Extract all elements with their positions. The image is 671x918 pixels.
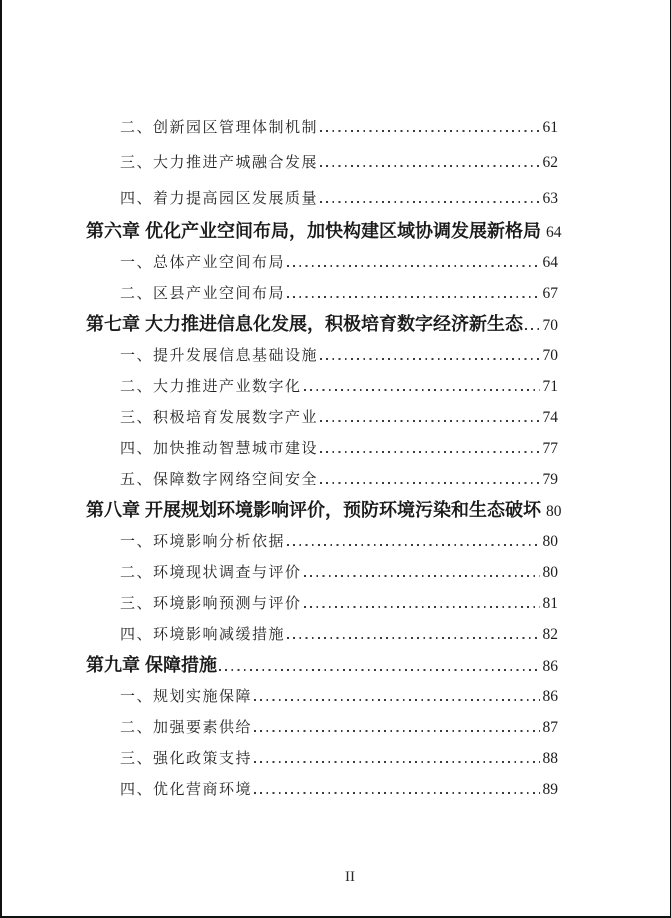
toc-entry: [86, 464, 558, 495]
dot-leader: [320, 358, 539, 360]
toc-entry-label: 一、总体产业空间布局: [120, 255, 286, 272]
toc-entry-label: 二、创新园区管理体制机制: [120, 120, 319, 136]
dot-leader: [254, 761, 539, 763]
toc-entry: [86, 145, 558, 180]
dot-leader: [320, 482, 539, 484]
dot-leader: [219, 669, 539, 671]
toc-entry-page: 77: [542, 440, 558, 458]
toc-entry-page: 86: [542, 688, 558, 706]
toc-entry-label: 三、积极培育发展数字产业: [120, 410, 319, 427]
toc-entry-label: 二、区县产业空间布局: [120, 286, 286, 303]
dot-leader: [254, 699, 539, 701]
dot-leader: [254, 730, 539, 732]
toc-entry: [86, 557, 558, 588]
toc-entry: [86, 650, 558, 681]
toc-entry: [86, 619, 558, 650]
toc-entry-page: 74: [542, 409, 558, 427]
toc-entry-page: 67: [542, 285, 558, 303]
toc-entry-page: 89: [542, 781, 558, 799]
dot-leader: [320, 130, 539, 132]
toc-entry-label: 第六章 优化产业空间布局，加快构建区域协调发展新格局: [86, 221, 541, 242]
toc-entry-page: 64: [546, 224, 562, 242]
toc-entry-label: 二、大力推进产业数字化: [120, 379, 302, 396]
toc-entry-label: 一、环境影响分析依据: [120, 534, 286, 551]
toc-entry: [86, 110, 558, 145]
toc-entry-label: 四、优化营商环境: [120, 782, 253, 799]
toc-entry: [86, 681, 558, 712]
toc-entry-label: 第九章 保障措施: [86, 655, 218, 676]
toc-entry: [86, 247, 558, 278]
toc-entry-page: 88: [542, 750, 558, 768]
toc-entry-page: 70: [542, 317, 558, 335]
toc-entry: [86, 216, 562, 247]
dot-leader: [320, 165, 539, 167]
toc-entry-page: 61: [542, 119, 558, 136]
toc-entry-label: 五、保障数字网络空间安全: [120, 472, 319, 489]
toc-entry-page: 79: [542, 471, 558, 489]
toc-entry-label: 四、着力提高园区发展质量: [120, 190, 319, 207]
toc-entry-page: 86: [542, 658, 558, 676]
toc-entry-page: 80: [542, 564, 558, 582]
toc-entry: [86, 402, 558, 433]
table-of-contents: [86, 110, 562, 805]
toc-entry: [86, 495, 562, 526]
toc-entry-label: 三、强化政策支持: [120, 751, 253, 768]
toc-entry-label: 第八章 开展规划环境影响评价，预防环境污染和生态破坏: [86, 500, 541, 521]
toc-entry-page: 62: [542, 154, 558, 172]
toc-entry: [86, 433, 558, 464]
toc-entry-label: 一、规划实施保障: [120, 689, 253, 706]
toc-entry-label: 三、环境影响预测与评价: [120, 596, 302, 613]
dot-leader: [287, 296, 539, 298]
toc-entry-page: 87: [542, 719, 558, 737]
dot-leader: [525, 328, 540, 330]
toc-entry-page: 80: [546, 503, 562, 521]
dot-leader: [304, 389, 540, 391]
toc-entry: [86, 774, 558, 805]
toc-entry: [86, 743, 558, 774]
toc-entry-label: 三、大力推进产城融合发展: [120, 155, 319, 172]
dot-leader: [320, 420, 539, 422]
toc-entry-page: 80: [542, 533, 558, 551]
toc-entry: [86, 371, 558, 402]
toc-entry: [86, 278, 558, 309]
toc-entry-page: 71: [542, 378, 558, 396]
toc-entry: [86, 340, 558, 371]
toc-entry: [86, 526, 558, 557]
toc-entry-page: 81: [542, 595, 558, 613]
toc-entry-page: 64: [542, 254, 558, 272]
toc-entry-label: 二、加强要素供给: [120, 720, 253, 737]
toc-entry-label: 二、环境现状调查与评价: [120, 565, 302, 582]
dot-leader: [287, 637, 539, 639]
dot-leader: [304, 606, 540, 608]
toc-entry-page: 63: [542, 189, 558, 207]
dot-leader: [304, 575, 540, 577]
toc-entry-label: 第七章 大力推进信息化发展，积极培育数字经济新生态: [86, 314, 523, 335]
dot-leader: [320, 201, 539, 203]
toc-entry-label: 四、环境影响减缓措施: [120, 627, 286, 644]
toc-entry: [86, 712, 558, 743]
toc-entry-label: 一、提升发展信息基础设施: [120, 348, 319, 365]
toc-entry: [86, 181, 558, 216]
toc-entry-label: 四、加快推动智慧城市建设: [120, 441, 319, 458]
dot-leader: [320, 451, 539, 453]
toc-entry: [86, 309, 558, 340]
dot-leader: [254, 792, 539, 794]
dot-leader: [287, 544, 539, 546]
toc-entry-page: 70: [542, 347, 558, 365]
footer-page-number: II: [345, 869, 355, 885]
dot-leader: [287, 265, 539, 267]
toc-entry: [86, 588, 558, 619]
toc-entry-page: 82: [542, 626, 558, 644]
